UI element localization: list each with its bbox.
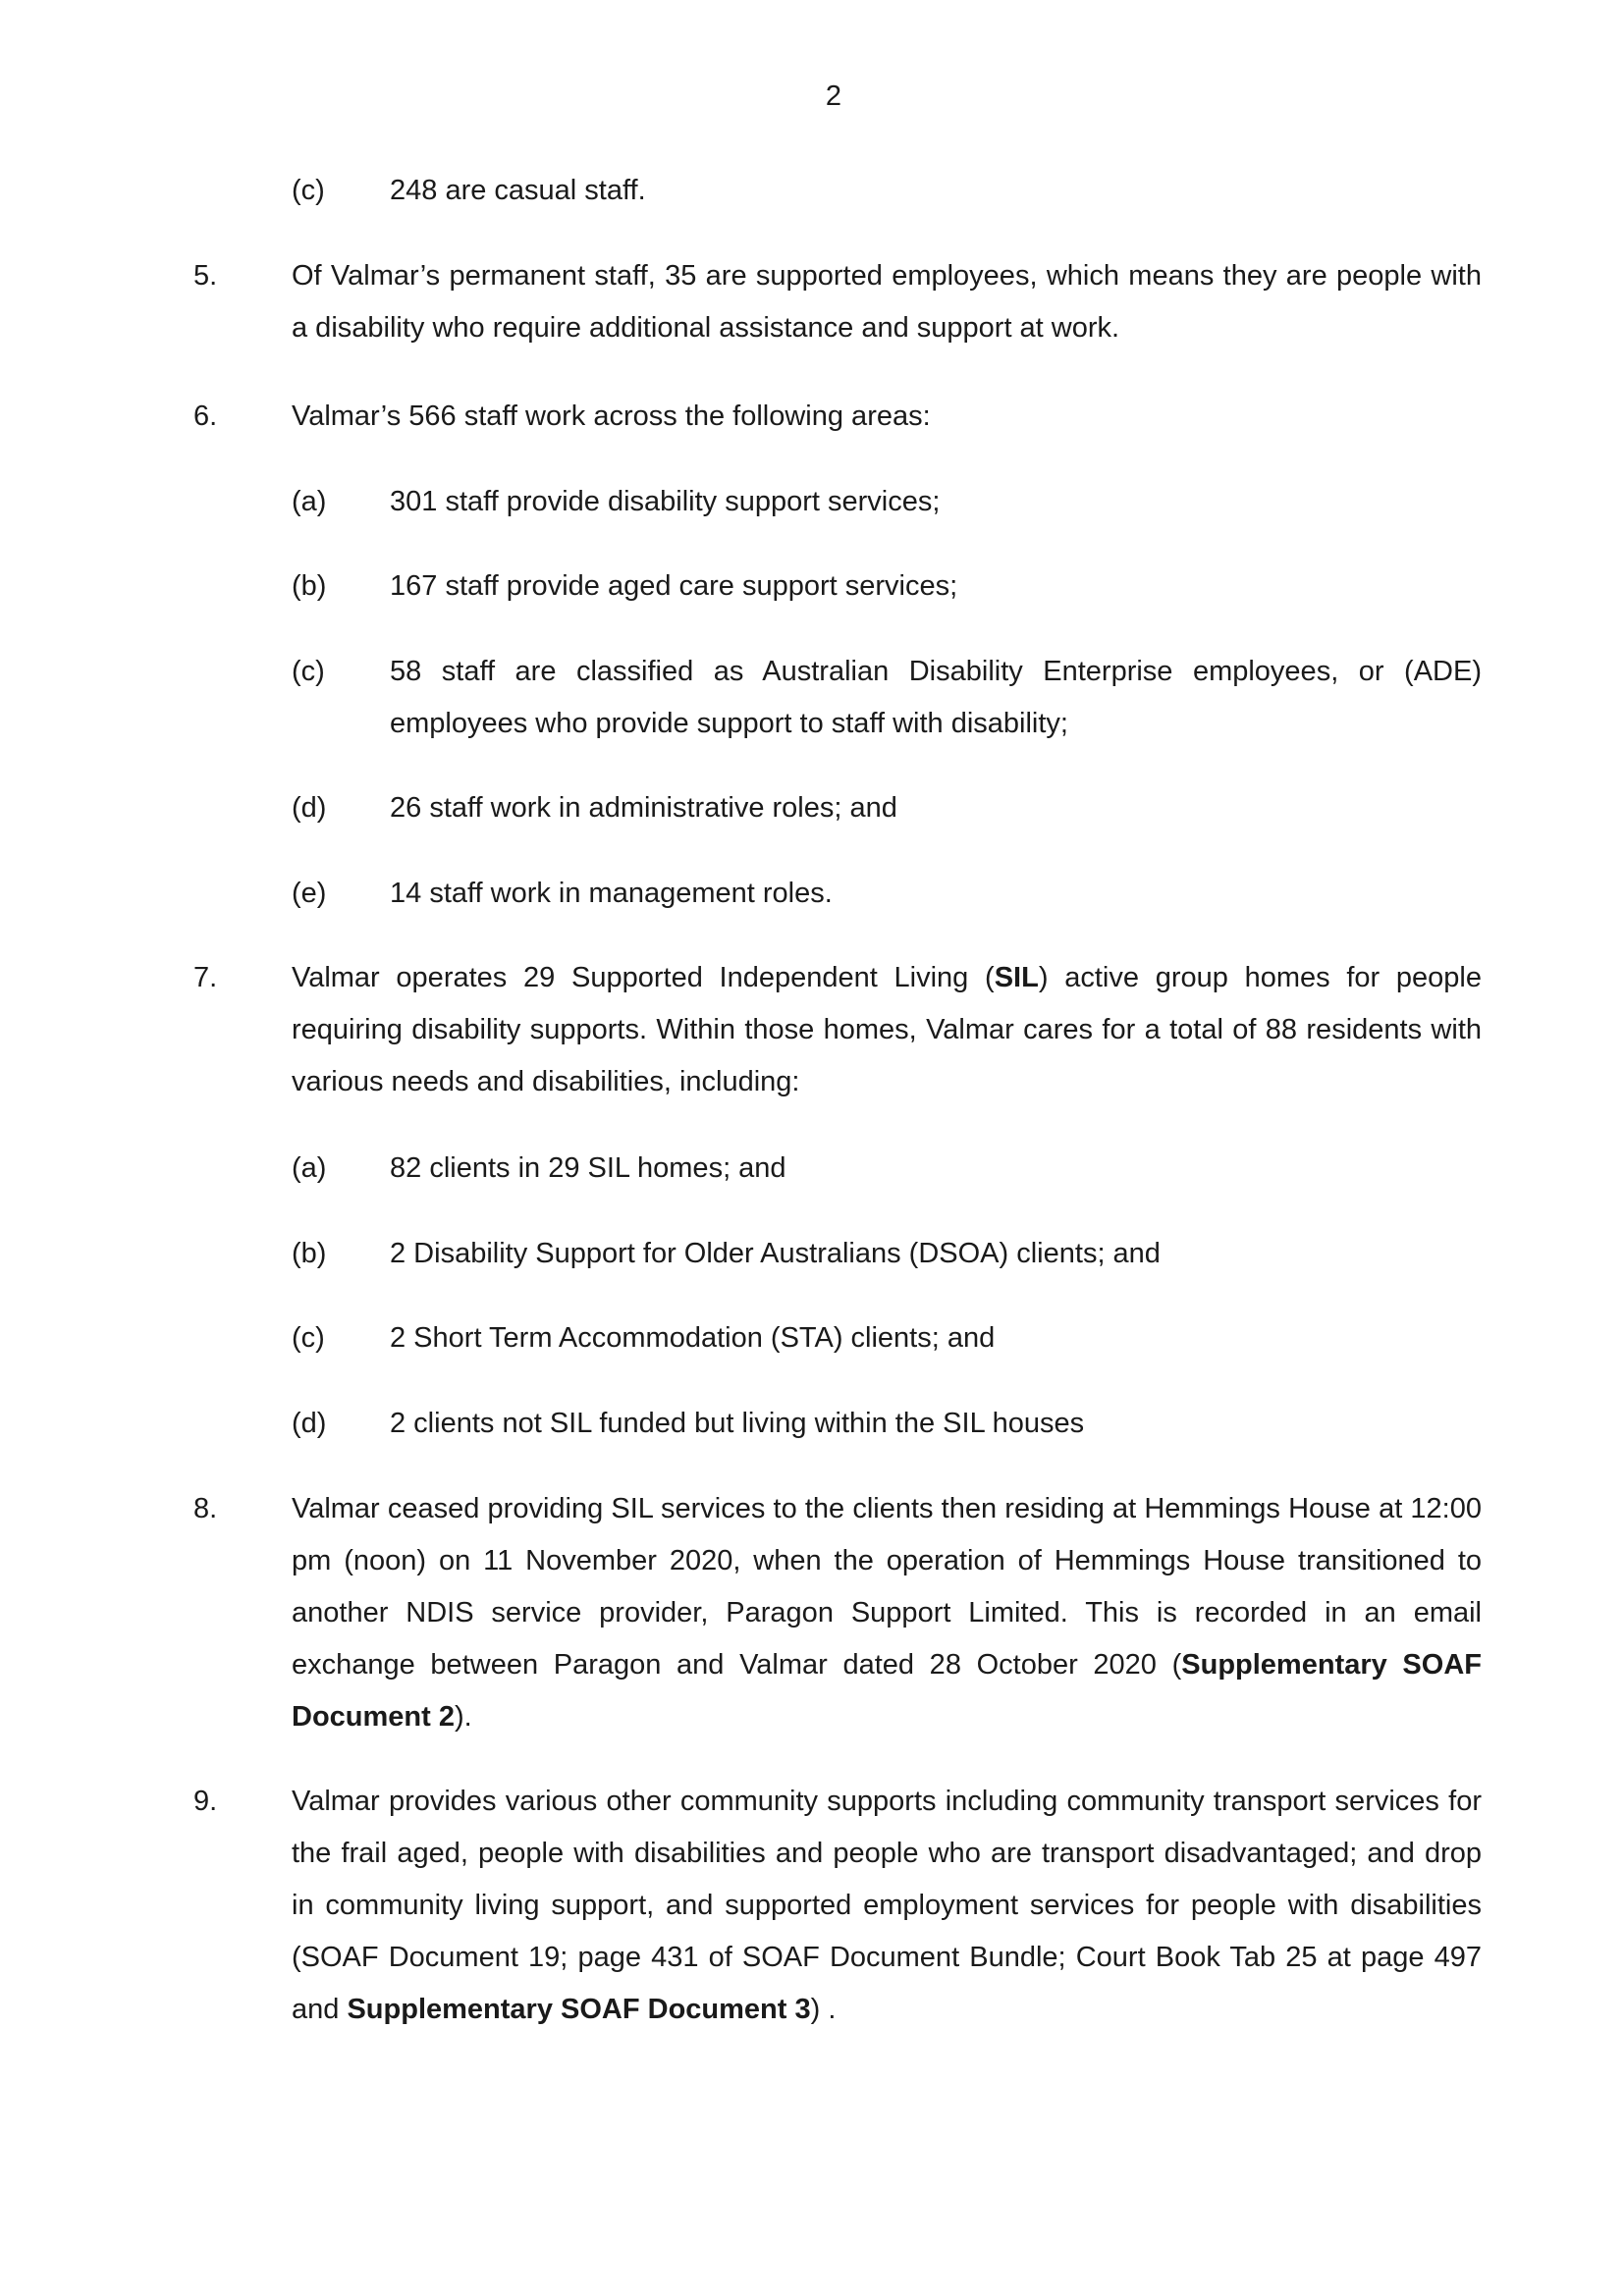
item-label: (a) [292, 486, 327, 517]
item-text: 2 Disability Support for Older Australians (DSOA) clients; and [390, 1238, 1161, 1269]
bold-reference: Supplementary SOAF Document 2 [292, 1649, 1482, 1733]
item-label: (c) [292, 175, 325, 206]
item-text: 2 Short Term Accommodation (STA) clients; and [390, 1322, 996, 1354]
list-item [292, 782, 1482, 834]
item-label: (c) [292, 656, 325, 687]
paragraph-text: Of Valmar’s permanent staff, 35 are supported employees, which means they are people with a disability who require additional assistance and support at work. [292, 260, 1482, 344]
item-text: 167 staff provide aged care support services; [390, 570, 958, 602]
item-label: (a) [292, 1152, 327, 1184]
item-text: 82 clients in 29 SIL homes; and [390, 1152, 786, 1184]
item-label: (d) [292, 1408, 327, 1439]
bold-reference: Supplementary SOAF Document 3 [347, 1994, 811, 2025]
paragraph-number: 8. [193, 1493, 218, 1524]
item-label: (b) [292, 570, 327, 602]
paragraph-5 [193, 250, 1482, 354]
page-number: 2 [825, 80, 842, 112]
list-item [292, 165, 1482, 217]
item-text: 2 clients not SIL funded but living within the SIL houses [390, 1408, 1085, 1439]
list-item [292, 1228, 1482, 1280]
paragraph-number: 9. [193, 1786, 218, 1817]
list-item [292, 1398, 1482, 1450]
item-label: (e) [292, 878, 327, 909]
list-item [292, 476, 1482, 528]
item-text: 58 staff are classified as Australian Disability Enterprise employees, or (ADE) employees who provide support to staff with disability; [390, 656, 1482, 739]
paragraph-text: Valmar ceased providing SIL services to the clients then residing at Hemmings House at 12:00 pm (noon) on 11 November 2020, when the operation of Hemmings House transitioned to another NDIS service provider, Paragon Support Limited. This is recorded in an email exchange between Paragon and Valmar dated 28 October 2020 (Supplementary SOAF Document 2). [292, 1493, 1482, 1733]
paragraph-text: Valmar’s 566 staff work across the following areas: [292, 400, 931, 432]
paragraph-text: Valmar provides various other community supports including community transport services for the frail aged, people with disabilities and people who are transport disadvantaged; and drop in community living support, and supported employment services for people with disabilities (SOAF Document 19; page 431 of SOAF Document Bundle; Court Book Tab 25 at page 497 and Supplementary SOAF Document 3) . [292, 1786, 1482, 2025]
paragraph-9 [193, 1776, 1482, 2036]
item-label: (b) [292, 1238, 327, 1269]
list-item [292, 1143, 1482, 1195]
paragraph-6 [193, 391, 1482, 443]
item-text: 248 are casual staff. [390, 175, 646, 206]
paragraph-text: Valmar operates 29 Supported Independent Living (SIL) active group homes for people requiring disability supports. Within those homes, Valmar cares for a total of 88 residents with various needs and disabilities, including: [292, 962, 1483, 1097]
paragraph-7 [193, 952, 1482, 1108]
paragraph-number: 6. [193, 400, 218, 432]
item-text: 26 staff work in administrative roles; and [390, 792, 897, 824]
list-item [292, 561, 1482, 613]
bold-term: SIL [994, 962, 1039, 993]
item-label: (c) [292, 1322, 325, 1354]
item-text: 14 staff work in management roles. [390, 878, 833, 909]
list-item [292, 646, 1482, 750]
item-text: 301 staff provide disability support services; [390, 486, 941, 517]
item-label: (d) [292, 792, 327, 824]
paragraph-number: 7. [193, 962, 218, 993]
paragraph-number: 5. [193, 260, 218, 292]
list-item [292, 1312, 1482, 1364]
paragraph-8 [193, 1483, 1482, 1743]
list-item [292, 868, 1482, 920]
